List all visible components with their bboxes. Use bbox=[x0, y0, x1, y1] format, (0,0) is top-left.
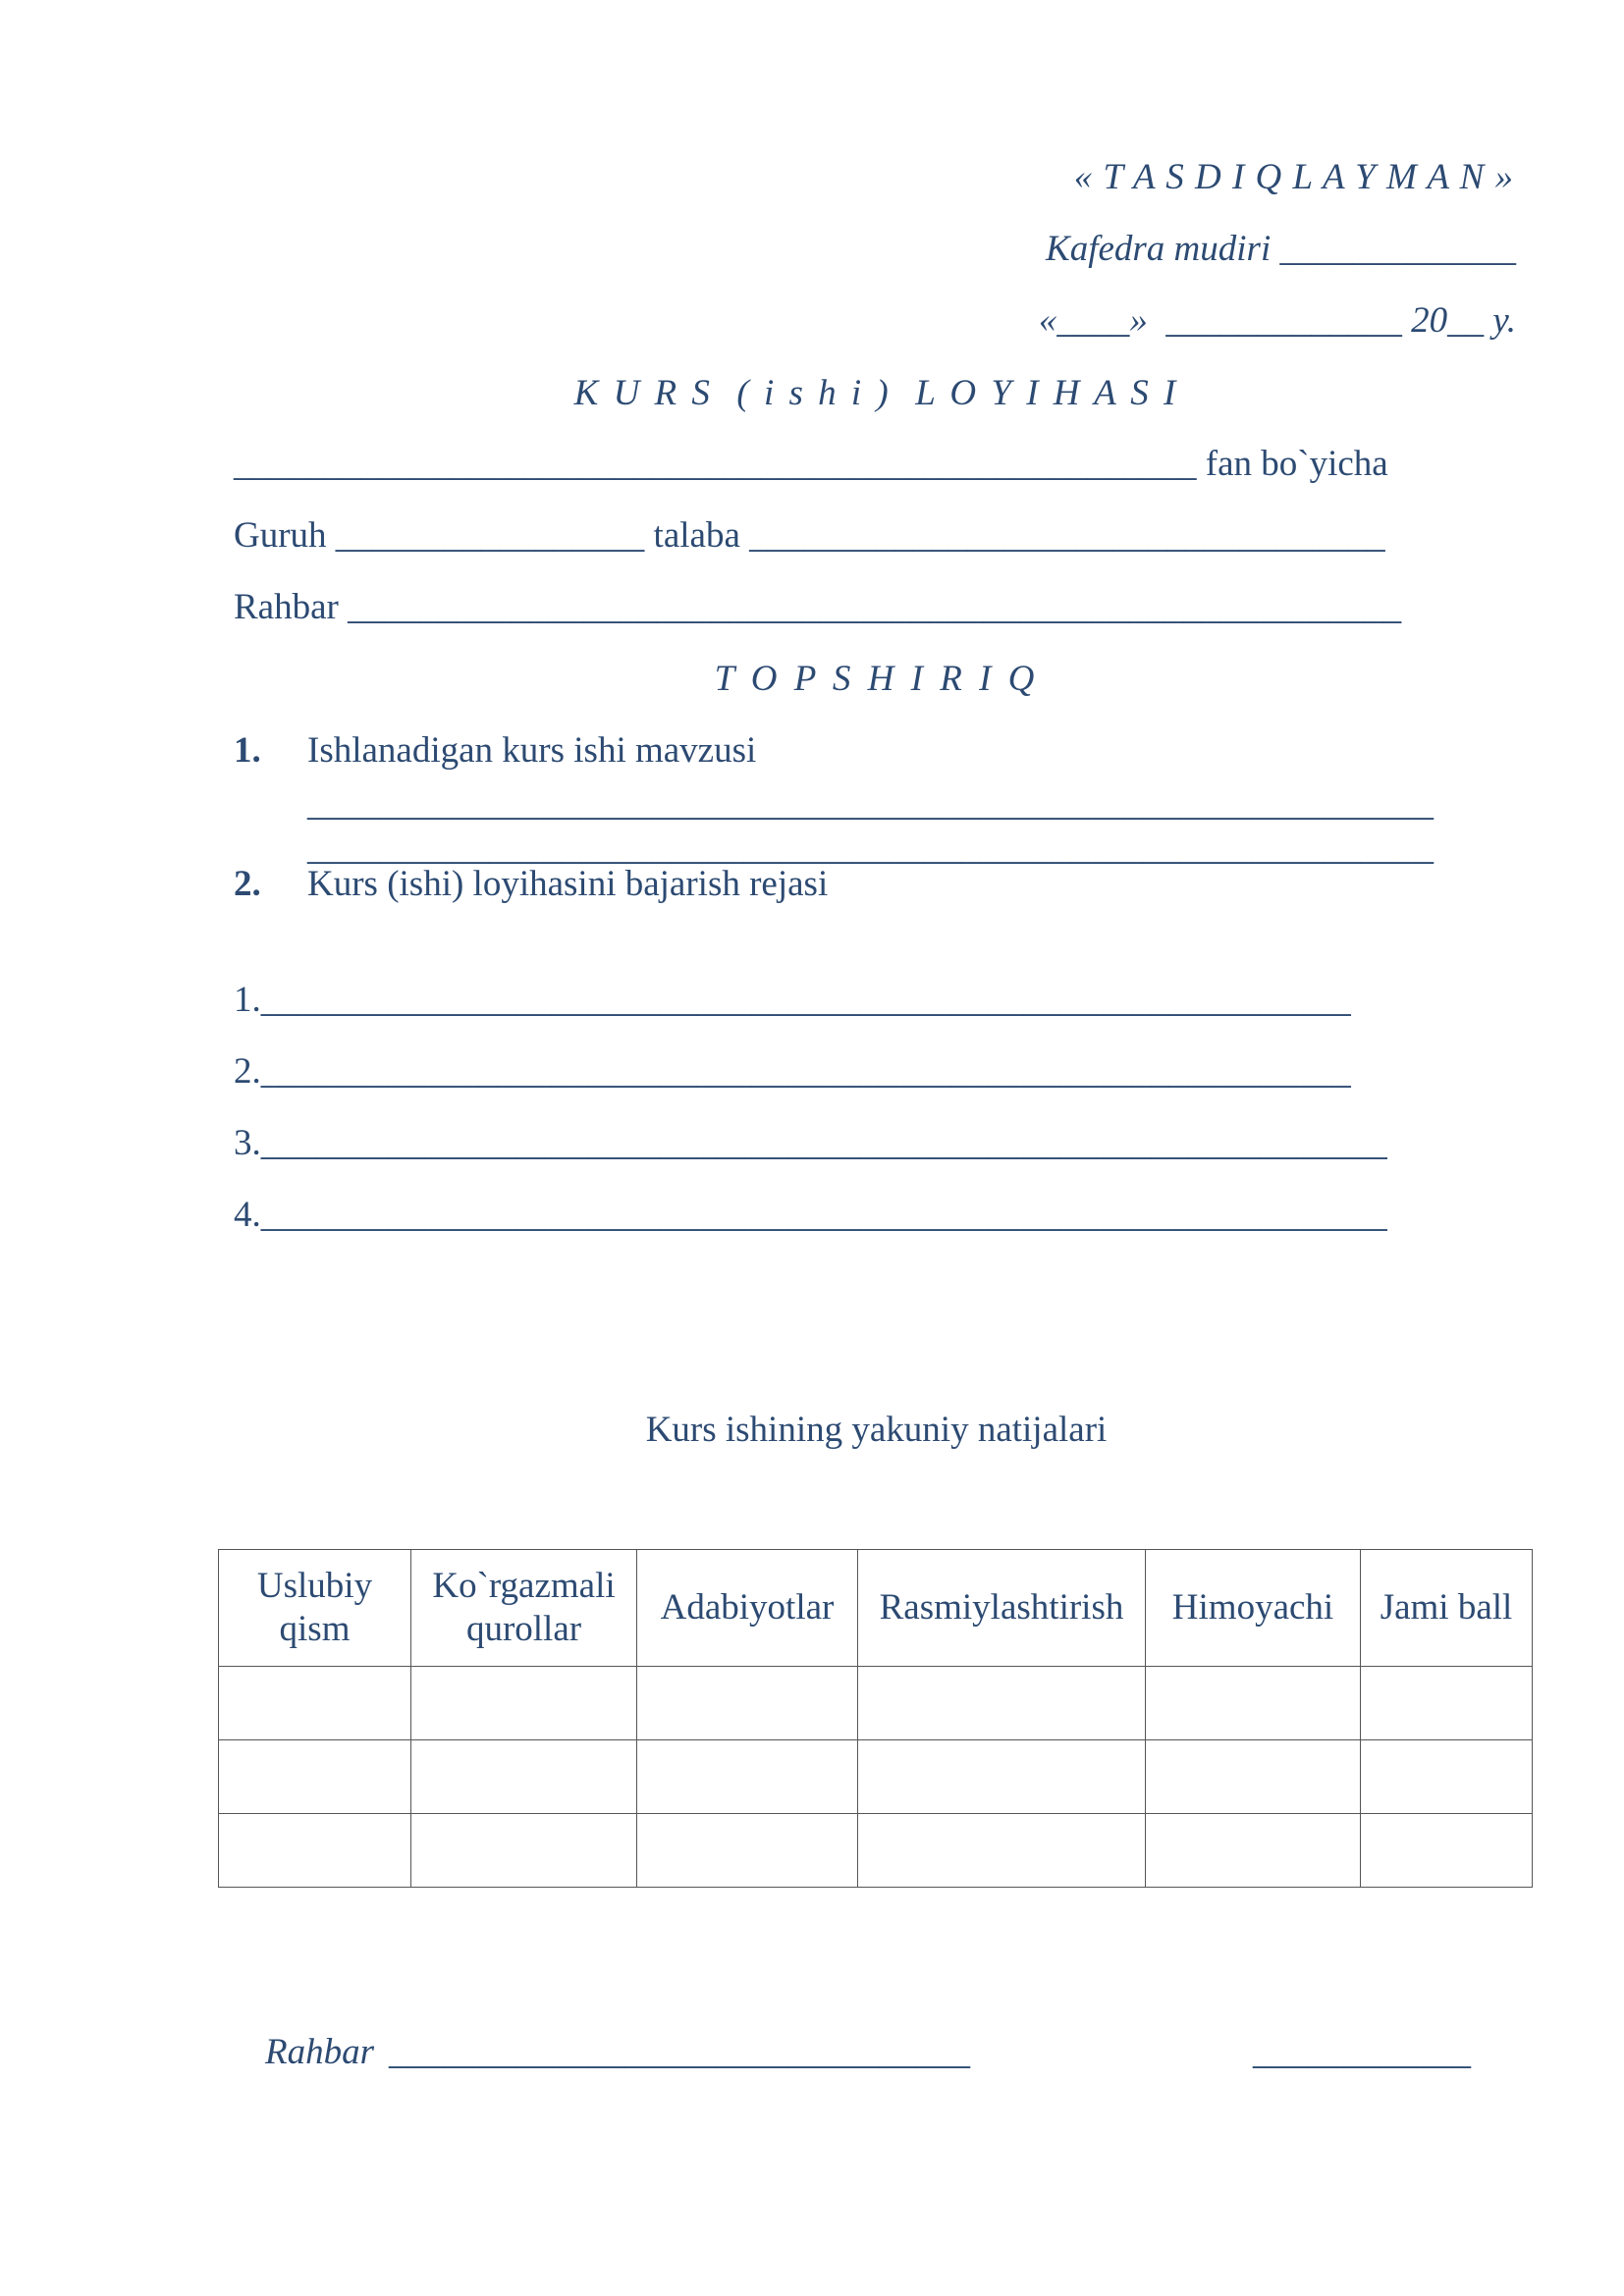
column-header-methodical-part: Uslubiy qism bbox=[219, 1550, 411, 1667]
column-header-defender: Himoyachi bbox=[1146, 1550, 1361, 1667]
plan-line: 3.______________________________________________________________ bbox=[234, 1123, 1387, 1163]
table-cell bbox=[1146, 1667, 1361, 1740]
subject-line: _____________________________________________________ fan bo`yicha bbox=[234, 444, 1388, 484]
column-header-visual-aids: Ko`rgazmali qurollar bbox=[411, 1550, 637, 1667]
plan-line: 2.____________________________________________________________ bbox=[234, 1051, 1351, 1092]
table-cell bbox=[1361, 1814, 1533, 1888]
table-cell bbox=[219, 1667, 411, 1740]
item-text: Kurs (ishi) loyihasini bajarish rejasi bbox=[307, 864, 829, 904]
table-row bbox=[219, 1667, 1533, 1740]
plan-line: 4.______________________________________________________________ bbox=[234, 1195, 1387, 1235]
topic-line: ______________________________________________________________ bbox=[307, 783, 1434, 824]
item-number: 2. bbox=[234, 864, 261, 904]
table-cell bbox=[1146, 1740, 1361, 1814]
topic-line: ______________________________________________________________ bbox=[307, 828, 1434, 868]
item-text: Ishlanadigan kurs ishi mavzusi bbox=[307, 730, 757, 771]
signature-label: Rahbar bbox=[265, 2032, 374, 2072]
assignment-title: T O P S H I R I Q bbox=[714, 659, 1039, 699]
head-of-department-line: Kafedra mudiri _____________ bbox=[1046, 229, 1516, 269]
table-cell bbox=[637, 1740, 858, 1814]
table-row bbox=[219, 1740, 1533, 1814]
table-row bbox=[219, 1814, 1533, 1888]
table-cell bbox=[858, 1740, 1146, 1814]
table-cell bbox=[219, 1814, 411, 1888]
table-cell bbox=[637, 1667, 858, 1740]
supervisor-line: Rahbar __________________________________________________________ bbox=[234, 587, 1402, 627]
approval-date-line: «____» _____________ 20__ y. bbox=[1038, 300, 1516, 341]
table-cell bbox=[411, 1740, 637, 1814]
table-cell bbox=[411, 1667, 637, 1740]
plan-line: 1.____________________________________________________________ bbox=[234, 980, 1351, 1020]
results-title: Kurs ishining yakuniy natijalari bbox=[645, 1410, 1108, 1450]
table-cell bbox=[1146, 1814, 1361, 1888]
table-header-row bbox=[219, 1550, 1533, 1667]
signature-line: ________________________________ bbox=[389, 2032, 970, 2072]
table-cell bbox=[858, 1667, 1146, 1740]
approval-title: « T A S D I Q L A Y M A N » bbox=[1073, 157, 1514, 197]
column-header-formatting: Rasmiylashtirish bbox=[858, 1550, 1146, 1667]
table-cell bbox=[219, 1740, 411, 1814]
document-title: K U R S ( i s h i ) L O Y I H A S I bbox=[573, 373, 1179, 413]
signature-date-line: ____________ bbox=[1253, 2032, 1471, 2072]
table-cell bbox=[1361, 1667, 1533, 1740]
group-student-line: Guruh _________________ talaba ___________________________________ bbox=[234, 515, 1385, 556]
results-table bbox=[218, 1549, 1533, 1888]
table-cell bbox=[637, 1814, 858, 1888]
item-number: 1. bbox=[234, 730, 261, 771]
table-cell bbox=[411, 1814, 637, 1888]
column-header-literature: Adabiyotlar bbox=[637, 1550, 858, 1667]
table-cell bbox=[858, 1814, 1146, 1888]
column-header-total-score: Jami ball bbox=[1361, 1550, 1533, 1667]
table-cell bbox=[1361, 1740, 1533, 1814]
